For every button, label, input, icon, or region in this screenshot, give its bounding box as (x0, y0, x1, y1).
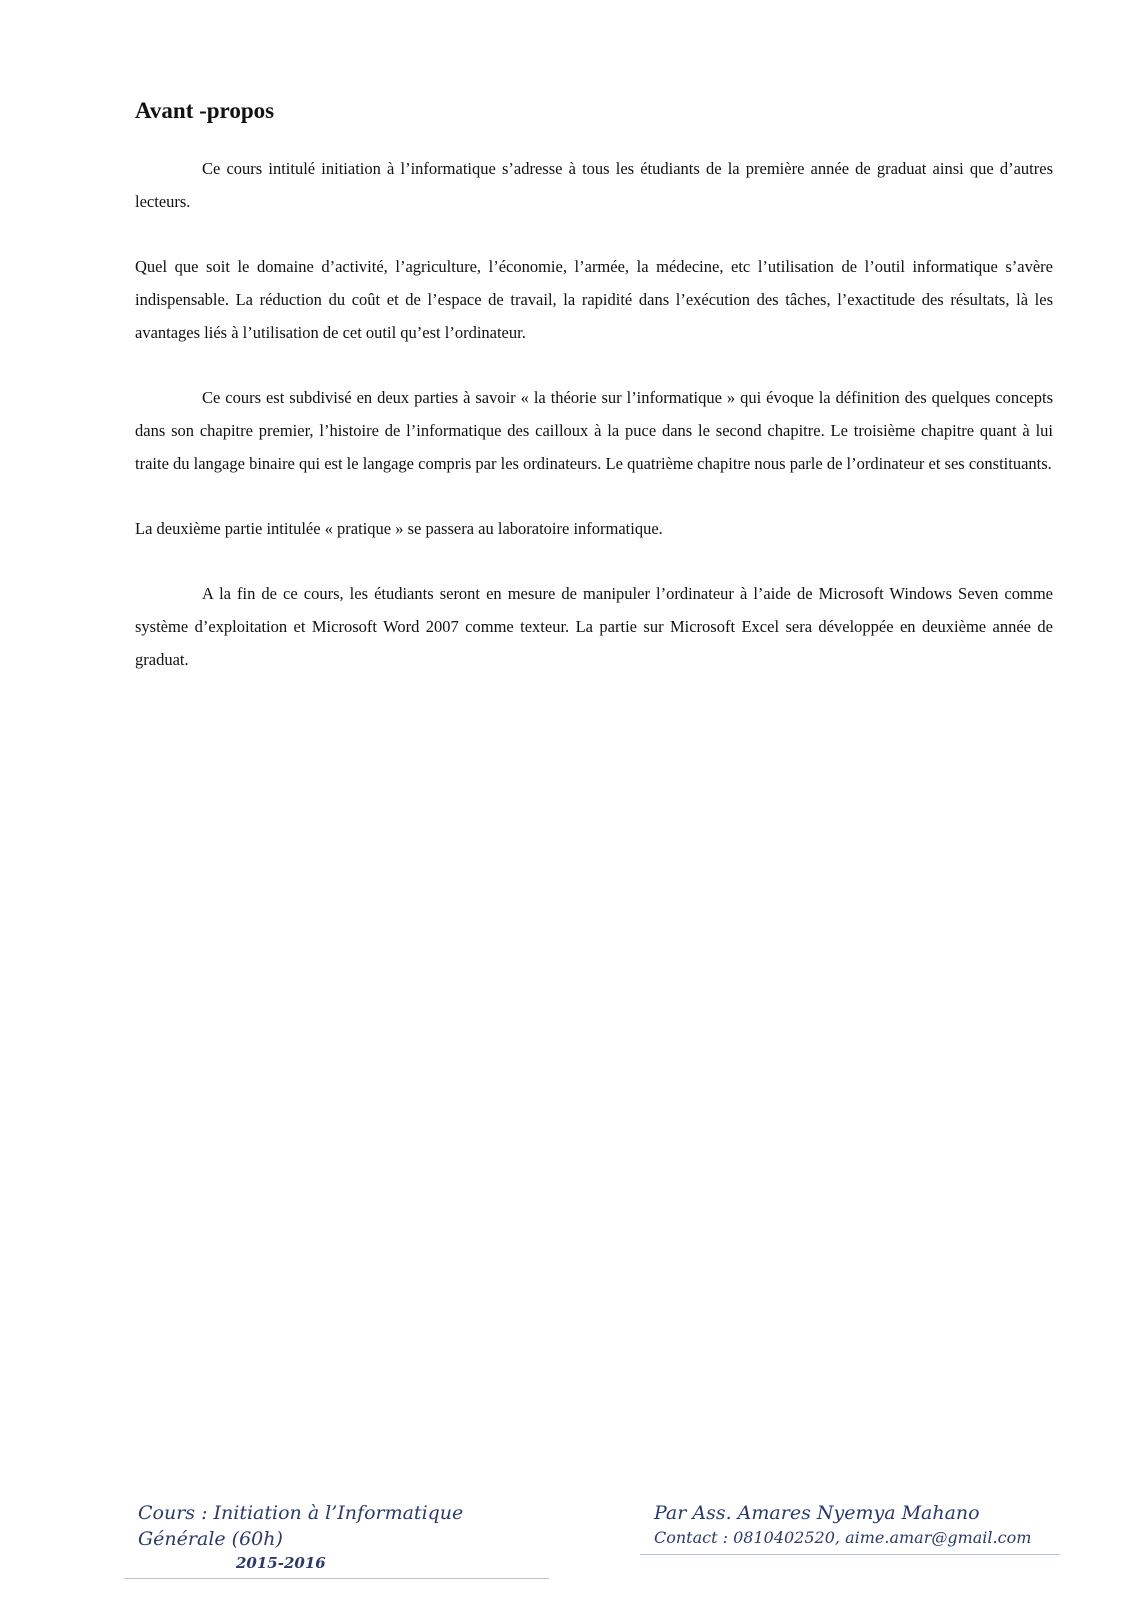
footer-divider-right (640, 1554, 1060, 1555)
footer-divider-left (124, 1578, 549, 1579)
footer-year: 2015-2016 (236, 1554, 326, 1572)
footer-course-info (124, 1500, 549, 1579)
paragraph-domains: Quel que soit le domaine d’activité, l’agriculture, l’économie, l’armée, la médecine, etc l’utilisation de l’outil informatique s’avère indispensable. La réduction du coût et de l’espace de travail, la rapidité dans l’exécution des tâches, l’exactitude des résultats, là les avantages liés à l’utilisation de cet outil qu’est l’ordinateur. (135, 257, 1053, 342)
footer-contact: Contact : 0810402520, aime.amar@gmail.com (654, 1528, 1032, 1547)
page-footer (0, 1500, 1131, 1600)
paragraph-structure: Ce cours est subdivisé en deux parties à savoir « la théorie sur l’informatique » qui évoque la définition des quelques concepts dans son chapitre premier, l’histoire de l’informatique des cailloux à la puce dans le second chapitre. Le troisième chapitre quant à lui traite du langage binaire qui est le langage compris par les ordinateurs. Le quatrième chapitre nous parle de l’ordinateur et ses constituants. (135, 388, 1053, 473)
page-title: Avant -propos (135, 98, 275, 123)
paragraph-objectives: A la fin de ce cours, les étudiants seront en mesure de manipuler l’ordinateur à l’aide de Microsoft Windows Seven comme système d’exploitation et Microsoft Word 2007 comme texteur. La partie sur Microsoft Excel sera développée en deuxième année de graduat. (135, 584, 1053, 669)
page-content (135, 96, 1053, 708)
paragraph-practice: La deuxième partie intitulée « pratique » se passera au laboratoire informatique. (135, 519, 663, 538)
footer-author: Par Ass. Amares Nyemya Mahano (654, 1502, 980, 1524)
footer-course-title: Cours : Initiation à l’Informatique Générale (60h) (138, 1502, 464, 1550)
footer-author-info (640, 1500, 1060, 1555)
paragraph-intro: Ce cours intitulé initiation à l’informatique s’adresse à tous les étudiants de la première année de graduat ainsi que d’autres lecteurs. (135, 159, 1053, 211)
